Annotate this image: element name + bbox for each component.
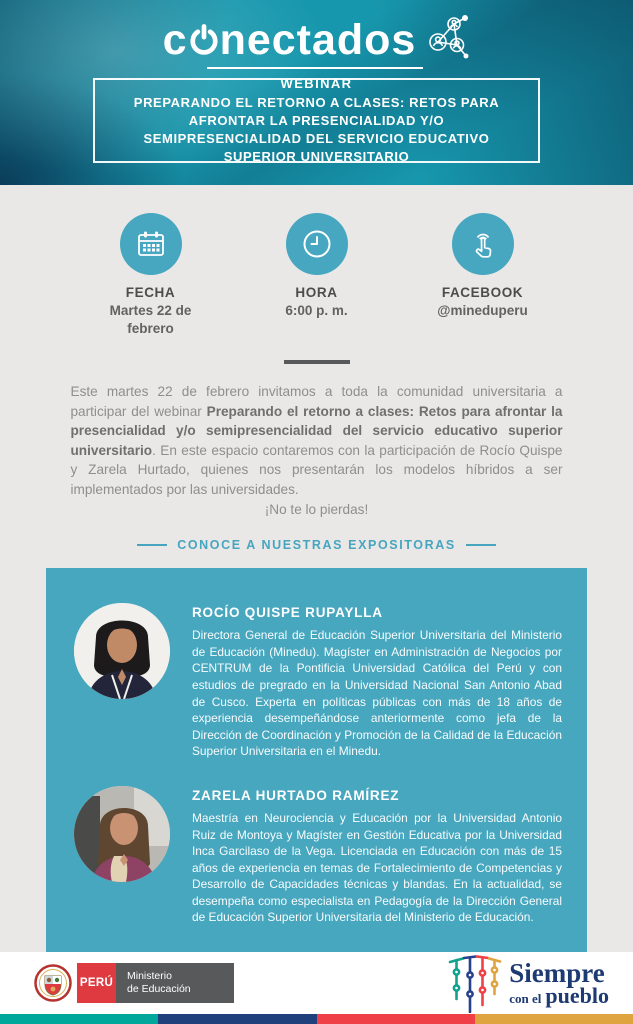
info-item-facebook <box>424 213 542 338</box>
facebook-value: @mineduperu <box>437 303 528 318</box>
clock-icon <box>286 213 348 275</box>
speaker-photo-zarela <box>74 786 170 882</box>
speaker-info-zarela <box>192 786 562 926</box>
event-info-row <box>0 185 633 338</box>
peru-label: PERÚ <box>79 977 114 989</box>
speaker-card-rocio <box>74 603 562 760</box>
conectados-logo-text <box>162 15 417 64</box>
speakers-panel <box>46 568 587 952</box>
slogan-line-2a: con el <box>509 991 542 1006</box>
tap-icon <box>452 213 514 275</box>
slogan-line-1: Siempre <box>509 958 605 988</box>
speaker-name-rocio: ROCÍO QUISPE RUPAYLLA <box>192 605 383 621</box>
minedu-logo <box>34 963 234 1003</box>
footer <box>0 952 633 1014</box>
speakers-heading <box>0 538 633 552</box>
heading-dash-left <box>137 544 167 546</box>
quipu-strings-icon <box>448 953 502 1013</box>
ministry-line-1: Ministerio <box>127 970 172 982</box>
logo-prefix: c <box>162 15 188 64</box>
speaker-bio-zarela: Maestría en Neurociencia y Educación por la Universidad Antonio Ruiz de Montoya y Magíster en Gestión Educativa por la Universidad Inca Garcilaso de la Vega. Licenciada en Educación con más de 15 años de experiencia en temas de Fortalecimiento de Competencias y Desarrollo de Capacidades técnicas y blandas. En la actualidad, se desempeña como especialista en Pedagogía de la Dirección General de Educación Superior Universitaria del Ministerio de Educación. <box>192 810 562 925</box>
network-users-icon <box>424 12 470 62</box>
speaker-photo-rocio <box>74 603 170 699</box>
ministry-label-box <box>116 963 234 1003</box>
webinar-title-box <box>93 75 540 164</box>
header-banner <box>0 0 633 185</box>
fecha-value: Martes 22 de febrero <box>109 303 192 336</box>
peru-coat-of-arms-icon <box>34 963 72 1003</box>
stripe-teal <box>0 1014 158 1024</box>
info-item-hora <box>258 213 376 338</box>
facebook-label: FACEBOOK <box>441 285 524 300</box>
siempre-con-el-pueblo-logo <box>448 953 609 1013</box>
stripe-navy <box>158 1014 316 1024</box>
webinar-label: WEBINAR <box>280 75 353 91</box>
footer-color-stripe <box>0 1014 633 1024</box>
fecha-label: FECHA <box>125 285 176 300</box>
peru-label-box <box>77 963 116 1003</box>
webinar-title: PREPARANDO EL RETORNO A CLASES: RETOS PARA AFRONTAR LA PRESENCIALIDAD Y/O SEMIPRESENCIALIDAD DEL SERVICIO EDUCATIVO SUPERIOR UNIVERSITARIO <box>133 94 500 164</box>
logo-suffix: nectados <box>219 15 417 64</box>
heading-dash-right <box>466 544 496 546</box>
calendar-icon <box>120 213 182 275</box>
info-item-fecha <box>92 213 210 338</box>
stripe-gold <box>475 1014 633 1024</box>
logo-underline <box>207 67 423 69</box>
speaker-name-zarela: ZARELA HURTADO RAMÍREZ <box>192 787 400 803</box>
ministry-line-2: de Educación <box>127 983 191 995</box>
speaker-card-zarela <box>74 786 562 926</box>
stripe-red <box>317 1014 475 1024</box>
intro-bold-title: Preparando el retorno a clases: Retos para afrontar la presencialidad y/o semipresencialidad del servicio educativo superior universitario <box>70 403 563 458</box>
slogan-line-2b: pueblo <box>545 983 609 1008</box>
intro-closing: ¡No te lo pierdas! <box>264 501 369 517</box>
speaker-info-rocio <box>192 603 562 760</box>
section-divider <box>284 360 350 364</box>
conectados-logo <box>0 15 633 64</box>
hora-label: HORA <box>295 285 338 300</box>
slogan-text <box>509 958 609 1008</box>
speakers-heading-text: CONOCE A NUESTRAS EXPOSITORAS <box>177 538 456 553</box>
speaker-bio-rocio: Directora General de Educación Superior Universitaria del Ministerio de Educación (Minedu). Magíster en Administración de Negocios por CENTRUM de la Pontificia Universidad Católica del Perú y con estudios de pregrado en la Universidad Nacional San Antonio Abad de Cusco. Experta en políticas públicas con más de 18 años de experiencia desempeñándose anteriormente como jefa de la Dirección de Coordinación y Promoción de la Calidad de la Educación Superior Universitaria en el Minedu. <box>192 628 562 759</box>
power-icon <box>189 24 219 56</box>
intro-text-2: . En este espacio contaremos con la participación de Rocío Quispe y Zarela Hurtado, quienes nos presentarán los modelos híbridos a ser implementados por las universidades. <box>70 442 563 497</box>
hora-value: 6:00 p. m. <box>285 303 348 318</box>
intro-paragraph <box>71 382 563 500</box>
intro-text-1: Este martes 22 de febrero invitamos a toda la comunidad universitaria a participar del webinar <box>70 384 563 419</box>
